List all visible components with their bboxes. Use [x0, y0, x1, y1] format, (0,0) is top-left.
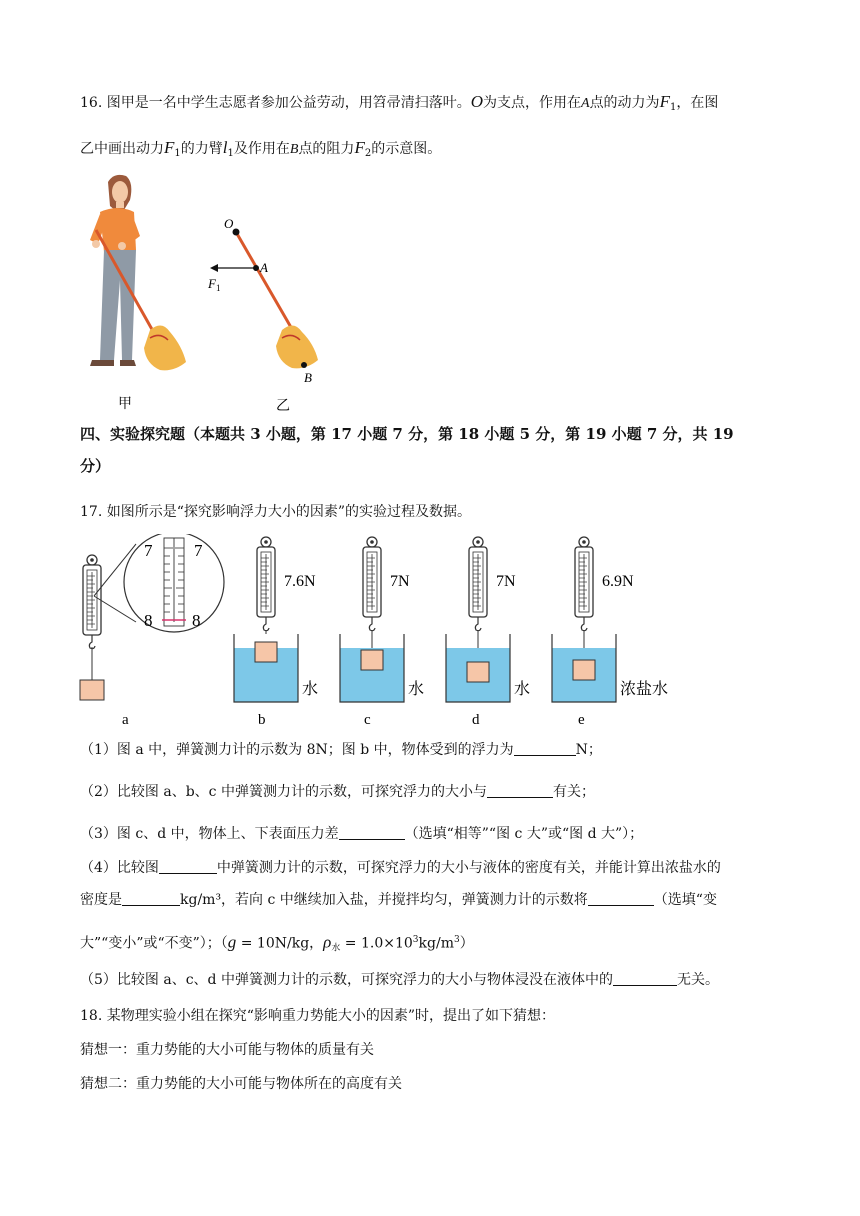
- q18-guess1: 猜想一：重力势能的大小可能与物体的质量有关: [80, 1042, 374, 1058]
- q17-part4-line1: （4）比较图 中弹簧测力计的示数，可探究浮力的大小与液体的密度有关，并能计算出浓盐水的: [80, 860, 721, 876]
- label-F1: $F_1$: [208, 276, 221, 293]
- panel-b: [234, 537, 318, 728]
- section4-title-line1: 四、实验探究题（本题共 3 小题，第 17 小题 7 分，第 18 小题 5 分，第 19 小题 7 分，共 19: [80, 425, 734, 443]
- panel-a: [80, 534, 224, 728]
- face: [112, 181, 128, 203]
- blank-4a[interactable]: [159, 859, 217, 874]
- label-B: B: [304, 370, 312, 385]
- panel-d-letter: d: [472, 712, 480, 728]
- block-b: [255, 642, 277, 662]
- q17-intro: 17. 如图所示是“探究影响浮力大小的因素”的实验过程及数据。: [80, 504, 472, 520]
- label-O: O: [224, 216, 234, 231]
- block-e: [573, 660, 595, 680]
- broom-head: [276, 325, 318, 368]
- figure-yi-lever: [200, 210, 340, 415]
- panel-d-liquid: 水: [514, 681, 531, 698]
- zoom-label-7-right: 7: [194, 541, 203, 560]
- panel-e-liquid: 浓盐水: [620, 681, 669, 698]
- caption-yi: 乙: [276, 399, 290, 414]
- q17-part4-line3: 大”“变小”或“不变”）；（g = 10N/kg，$\rho_水 = 1.0\times 10^3kg/m^3$）: [80, 932, 474, 954]
- panel-c: [340, 537, 424, 728]
- q17-part3: （3）图 c、d 中，物体上、下表面压力差 （选填“相等”“图 c 大”或“图 d 大”）；: [80, 826, 644, 842]
- block-d: [467, 662, 489, 682]
- panel-e-reading: 6.9N: [602, 573, 634, 590]
- panel-c-letter: c: [364, 712, 371, 728]
- blank-4c[interactable]: [588, 891, 654, 906]
- q16-line1: 16. 图甲是一名中学生志愿者参加公益劳动，用笤帚清扫落叶。O为支点，作用在A点的动力为$F_1$，在图: [80, 92, 719, 113]
- point-B: [301, 362, 307, 368]
- zoom-label-7-left: 7: [144, 541, 153, 560]
- q17-part5: （5）比较图 a、c、d 中弹簧测力计的示数，可探究浮力的大小与物体浸没在液体中的 无关。: [80, 972, 719, 988]
- zoom-label-8-left: 8: [144, 611, 153, 630]
- figure-17-spring-scales: [76, 534, 696, 730]
- section4-title-line2: 分）: [80, 457, 111, 475]
- panel-d: [446, 537, 530, 728]
- panel-a-letter: a: [122, 712, 129, 728]
- zoom-label-8-right: 8: [192, 611, 201, 630]
- label-A: A: [260, 260, 268, 275]
- panel-c-liquid: 水: [408, 681, 425, 698]
- q16-line2: 乙中画出动力$F_1$的力臂$l_1$及作用在B点的阻力$F_2$的示意图。: [80, 138, 442, 159]
- block-a: [80, 680, 104, 700]
- figure-jia-student: [70, 170, 200, 415]
- panel-e-letter: e: [578, 712, 585, 728]
- panel-c-reading: 7N: [390, 573, 410, 590]
- panel-e: [552, 537, 668, 728]
- caption-jia: 甲: [118, 397, 132, 412]
- blank-3[interactable]: [339, 825, 405, 840]
- pivot-point-O: [233, 229, 240, 236]
- panel-b-reading: 7.6N: [284, 573, 316, 590]
- q17-part2: （2）比较图 a、b、c 中弹簧测力计的示数，可探究浮力的大小与 有关；: [80, 784, 595, 800]
- panel-b-liquid: 水: [302, 681, 319, 698]
- blank-5[interactable]: [613, 971, 677, 986]
- q18-intro: 18. 某物理实验小组在探究“影响重力势能大小的因素”时，提出了如下猜想：: [80, 1008, 556, 1024]
- q17-part4-line2: 密度是 kg/m³，若向 c 中继续加入盐，并搅拌均匀，弹簧测力计的示数将 （选填“变: [80, 892, 717, 908]
- panel-b-letter: b: [258, 712, 266, 728]
- blank-1[interactable]: [514, 741, 576, 756]
- q18-guess2: 猜想二：重力势能的大小可能与物体所在的高度有关: [80, 1076, 402, 1092]
- blank-2[interactable]: [487, 783, 553, 798]
- lever-stick: [236, 232, 296, 336]
- q17-part1: （1）图 a 中，弹簧测力计的示数为 8N；图 b 中，物体受到的浮力为 N；: [80, 742, 602, 758]
- panel-d-reading: 7N: [496, 573, 516, 590]
- block-c: [361, 650, 383, 670]
- broom-head: [144, 325, 186, 370]
- blank-4b[interactable]: [122, 891, 180, 906]
